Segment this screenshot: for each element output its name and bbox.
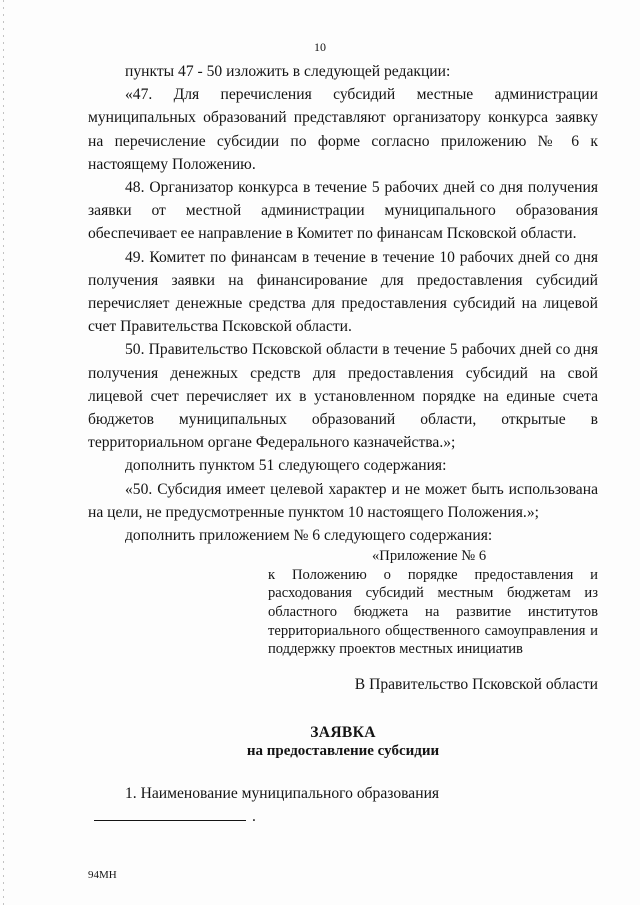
scan-edge [3, 0, 4, 905]
form-subtitle: на предоставление субсидии [246, 743, 440, 760]
appendix-block [268, 547, 598, 659]
appendix-heading: «Приложение № 6 [372, 548, 487, 565]
paragraph-50: 50. Правительство Псковской области в течение 5 рабочих дней со дня получения денежных средств для предоставления субсидий на свой лицевой счет перечисляет их в установленном порядке на единые счета бюджетов муниципальных образований области, открытые в территориальном органе Федерального казначейства.»; [88, 341, 598, 452]
addressee: В Правительство Псковской области [354, 675, 598, 693]
add-appendix-paragraph: дополнить приложением № 6 следующего содержания: [125, 527, 493, 545]
field-1-label: 1. Наименование муниципального образования [125, 785, 440, 803]
appendix-text: к Положению о порядке предоставления и расходования субсидий местным бюджетам из областного бюджета на развитие институтов территориального общественного самоуправления и поддержку проектов местных инициатив [268, 566, 598, 658]
field-1 [88, 782, 598, 828]
paragraph-49: 49. Комитет по финансам в течение в течение 10 рабочих дней со дня получения заявки на финансирование для предоставления субсидий перечисляет денежные средства для предоставления субсидий на лицевой счет Правительства Псковской области. [88, 248, 598, 336]
form-title: ЗАЯВКА [310, 724, 376, 742]
page-number: 10 [314, 40, 326, 54]
field-1-blank [94, 806, 246, 821]
document-body [88, 60, 598, 828]
paragraph-51: «50. Субсидия имеет целевой характер и не может быть использована на цели, не предусмотренные пунктом 10 настоящего Положения.»; [88, 480, 598, 521]
paragraph-48: 48. Организатор конкурса в течение 5 рабочих дней со дня получения заявки от местной администрации муниципального образования обеспечивает ее направление в Комитет по финансам Псковской области. [88, 179, 598, 243]
add-51-paragraph: дополнить пунктом 51 следующего содержания: [125, 457, 447, 475]
intro-paragraph: пункты 47 - 50 изложить в следующей редакции: [125, 63, 451, 80]
footer-code: 94МН [88, 869, 117, 881]
paragraph-47: «47. Для перечисления субсидий местные администрации муниципальных образований представляют организатору конкурса заявку на перечисление субсидии по форме согласно приложению № 6 к настоящему Положению. [88, 86, 598, 173]
field-1-end: . [252, 808, 256, 826]
